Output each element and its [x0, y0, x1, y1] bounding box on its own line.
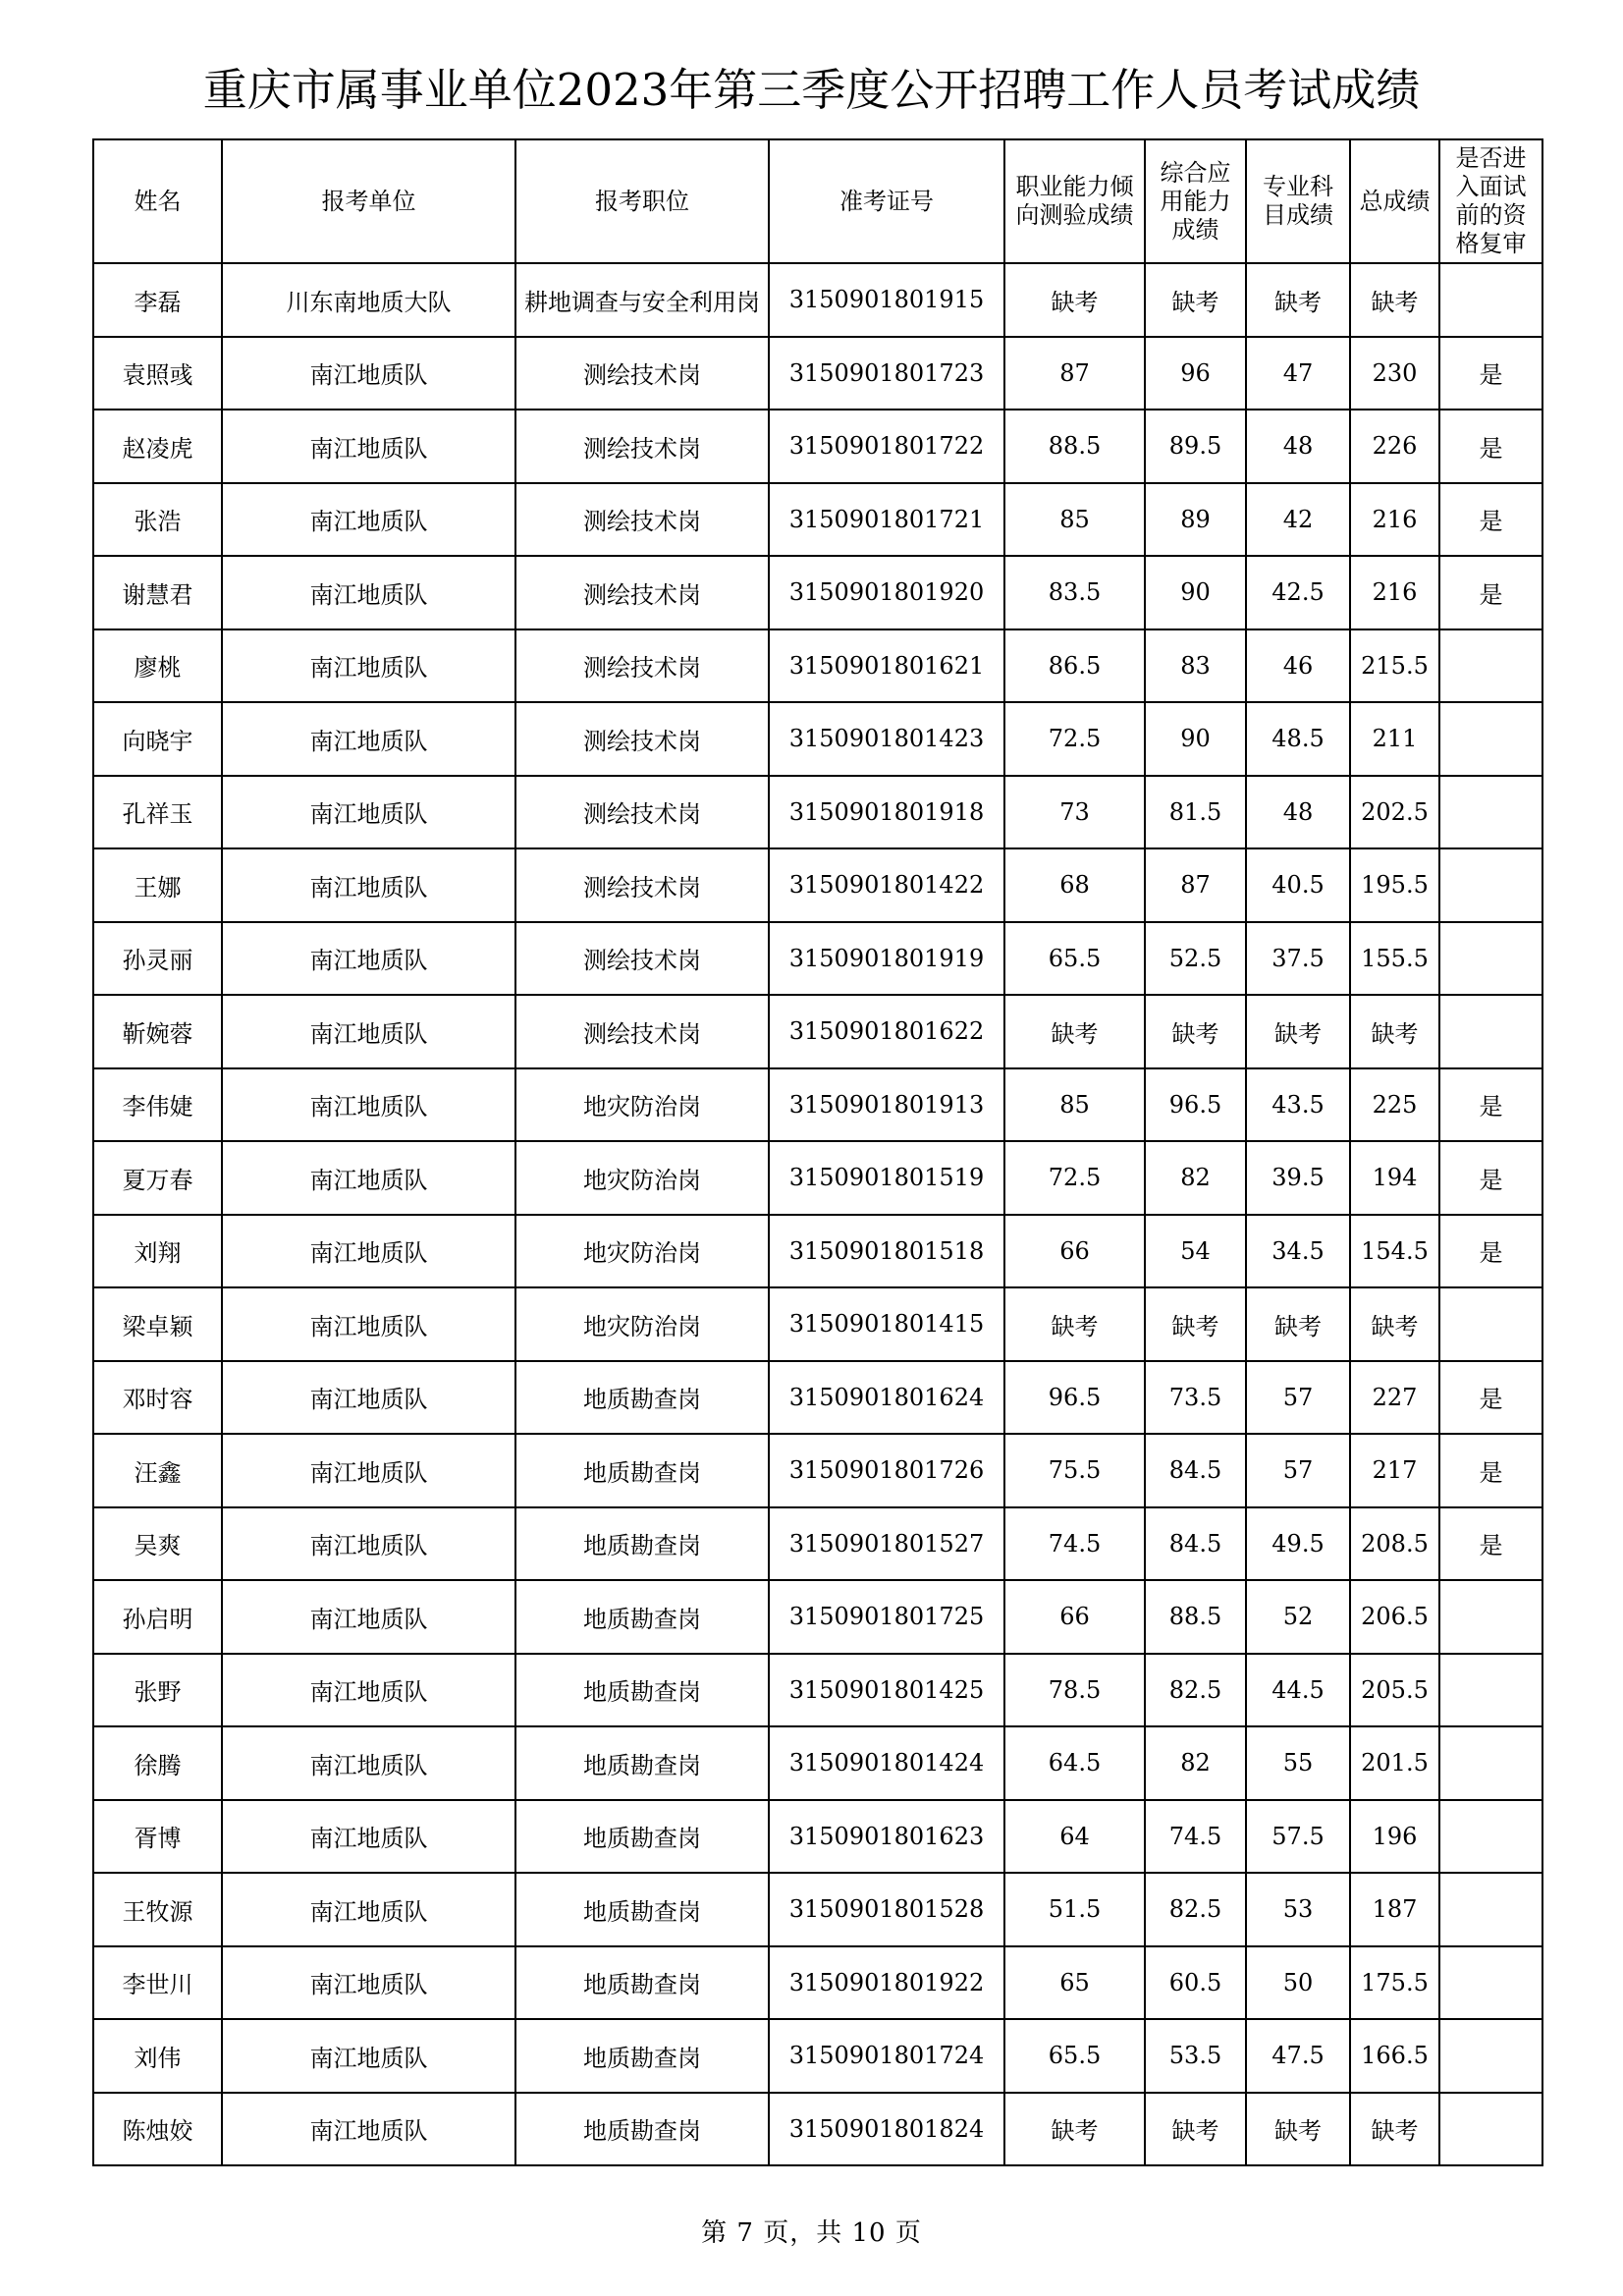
cell-position: 地质勘查岗	[515, 1654, 769, 1727]
table-row	[93, 2019, 1542, 2093]
table-row	[93, 1141, 1542, 1215]
cell-name: 赵凌虎	[93, 410, 222, 483]
cell-comprehensive: 缺考	[1145, 1287, 1246, 1361]
cell-comprehensive: 83	[1145, 629, 1246, 703]
cell-professional: 缺考	[1246, 995, 1350, 1068]
cell-position: 测绘技术岗	[515, 629, 769, 703]
cell-total: 211	[1350, 702, 1439, 776]
cell-position: 耕地调查与安全利用岗	[515, 263, 769, 337]
cell-ticket: 3150901801623	[769, 1800, 1004, 1874]
table-row	[93, 1434, 1542, 1507]
cell-position: 测绘技术岗	[515, 776, 769, 849]
cell-ticket: 3150901801528	[769, 1873, 1004, 1946]
cell-unit: 南江地质队	[222, 483, 515, 557]
cell-position: 地质勘查岗	[515, 1580, 769, 1654]
cell-total: 217	[1350, 1434, 1439, 1507]
cell-total: 155.5	[1350, 922, 1439, 996]
cell-ticket: 3150901801621	[769, 629, 1004, 703]
cell-unit: 南江地质队	[222, 995, 515, 1068]
cell-aptitude: 缺考	[1004, 2093, 1145, 2166]
table-row	[93, 2093, 1542, 2166]
cell-professional: 47	[1246, 337, 1350, 410]
table-row	[93, 848, 1542, 922]
cell-aptitude: 64	[1004, 1800, 1145, 1874]
cell-total: 194	[1350, 1141, 1439, 1215]
cell-total: 230	[1350, 337, 1439, 410]
header-professional-label: 专业科目成绩	[1263, 173, 1333, 229]
cell-qualified	[1439, 2093, 1542, 2166]
cell-unit: 南江地质队	[222, 1507, 515, 1581]
cell-total: 196	[1350, 1800, 1439, 1874]
cell-aptitude: 86.5	[1004, 629, 1145, 703]
cell-aptitude: 65	[1004, 1946, 1145, 2020]
table-row	[93, 922, 1542, 996]
cell-comprehensive: 52.5	[1145, 922, 1246, 996]
cell-aptitude: 66	[1004, 1580, 1145, 1654]
header-qualified-label: 是否进入面试前的资格复审	[1455, 144, 1527, 257]
cell-position: 地灾防治岗	[515, 1215, 769, 1288]
cell-ticket: 3150901801424	[769, 1726, 1004, 1800]
cell-professional: 42.5	[1246, 556, 1350, 629]
cell-name: 向晓宇	[93, 702, 222, 776]
cell-total: 216	[1350, 556, 1439, 629]
cell-position: 测绘技术岗	[515, 483, 769, 557]
cell-comprehensive: 82.5	[1145, 1873, 1246, 1946]
page-footer: 第 7 页，共 10 页	[701, 2218, 922, 2248]
cell-total: 缺考	[1350, 2093, 1439, 2166]
cell-professional: 55	[1246, 1726, 1350, 1800]
cell-professional: 缺考	[1246, 1287, 1350, 1361]
cell-aptitude: 缺考	[1004, 1287, 1145, 1361]
cell-position: 测绘技术岗	[515, 556, 769, 629]
cell-unit: 南江地质队	[222, 702, 515, 776]
cell-name: 袁照彧	[93, 337, 222, 410]
cell-aptitude: 75.5	[1004, 1434, 1145, 1507]
cell-position: 地质勘查岗	[515, 1800, 769, 1874]
cell-name: 刘伟	[93, 2019, 222, 2093]
cell-unit: 南江地质队	[222, 410, 515, 483]
cell-ticket: 3150901801425	[769, 1654, 1004, 1727]
cell-position: 测绘技术岗	[515, 922, 769, 996]
cell-total: 206.5	[1350, 1580, 1439, 1654]
cell-unit: 南江地质队	[222, 1434, 515, 1507]
cell-professional: 39.5	[1246, 1141, 1350, 1215]
cell-aptitude: 51.5	[1004, 1873, 1145, 1946]
cell-name: 李伟婕	[93, 1068, 222, 1142]
cell-professional: 缺考	[1246, 2093, 1350, 2166]
cell-name: 张浩	[93, 483, 222, 557]
cell-professional: 44.5	[1246, 1654, 1350, 1727]
cell-name: 徐腾	[93, 1726, 222, 1800]
cell-unit: 南江地质队	[222, 2019, 515, 2093]
cell-qualified: 是	[1439, 1141, 1542, 1215]
cell-aptitude: 64.5	[1004, 1726, 1145, 1800]
cell-name: 孙启明	[93, 1580, 222, 1654]
cell-comprehensive: 53.5	[1145, 2019, 1246, 2093]
table-header-row	[93, 139, 1542, 263]
cell-ticket: 3150901801919	[769, 922, 1004, 996]
cell-comprehensive: 82.5	[1145, 1654, 1246, 1727]
cell-ticket: 3150901801622	[769, 995, 1004, 1068]
cell-position: 地质勘查岗	[515, 1873, 769, 1946]
cell-comprehensive: 60.5	[1145, 1946, 1246, 2020]
cell-qualified	[1439, 848, 1542, 922]
cell-total: 187	[1350, 1873, 1439, 1946]
cell-comprehensive: 81.5	[1145, 776, 1246, 849]
cell-aptitude: 66	[1004, 1215, 1145, 1288]
cell-position: 测绘技术岗	[515, 702, 769, 776]
cell-qualified	[1439, 1873, 1542, 1946]
cell-name: 谢慧君	[93, 556, 222, 629]
cell-qualified	[1439, 1946, 1542, 2020]
cell-position: 地质勘查岗	[515, 1507, 769, 1581]
cell-total: 216	[1350, 483, 1439, 557]
cell-unit: 南江地质队	[222, 2093, 515, 2166]
cell-comprehensive: 90	[1145, 702, 1246, 776]
cell-ticket: 3150901801527	[769, 1507, 1004, 1581]
table-row	[93, 1068, 1542, 1142]
cell-total: 缺考	[1350, 263, 1439, 337]
cell-total: 227	[1350, 1361, 1439, 1435]
table-row	[93, 776, 1542, 849]
cell-qualified: 是	[1439, 483, 1542, 557]
cell-aptitude: 88.5	[1004, 410, 1145, 483]
cell-aptitude: 85	[1004, 483, 1145, 557]
cell-total: 154.5	[1350, 1215, 1439, 1288]
cell-professional: 57	[1246, 1434, 1350, 1507]
cell-position: 测绘技术岗	[515, 848, 769, 922]
cell-name: 陈烛姣	[93, 2093, 222, 2166]
cell-comprehensive: 84.5	[1145, 1434, 1246, 1507]
table-row	[93, 263, 1542, 337]
cell-comprehensive: 缺考	[1145, 995, 1246, 1068]
cell-unit: 南江地质队	[222, 922, 515, 996]
cell-qualified	[1439, 263, 1542, 337]
scores-table	[92, 138, 1543, 2166]
cell-unit: 南江地质队	[222, 337, 515, 410]
cell-qualified: 是	[1439, 410, 1542, 483]
cell-professional: 53	[1246, 1873, 1350, 1946]
cell-professional: 40.5	[1246, 848, 1350, 922]
table-row	[93, 483, 1542, 557]
cell-aptitude: 74.5	[1004, 1507, 1145, 1581]
cell-qualified	[1439, 1287, 1542, 1361]
table-row	[93, 702, 1542, 776]
cell-position: 测绘技术岗	[515, 410, 769, 483]
cell-qualified	[1439, 1726, 1542, 1800]
cell-ticket: 3150901801915	[769, 263, 1004, 337]
table-row	[93, 410, 1542, 483]
cell-professional: 47.5	[1246, 2019, 1350, 2093]
cell-aptitude: 87	[1004, 337, 1145, 410]
cell-name: 孔祥玉	[93, 776, 222, 849]
cell-professional: 缺考	[1246, 263, 1350, 337]
cell-total: 215.5	[1350, 629, 1439, 703]
cell-comprehensive: 96	[1145, 337, 1246, 410]
table-row	[93, 1507, 1542, 1581]
cell-comprehensive: 84.5	[1145, 1507, 1246, 1581]
table-row	[93, 1580, 1542, 1654]
cell-ticket: 3150901801824	[769, 2093, 1004, 2166]
cell-total: 175.5	[1350, 1946, 1439, 2020]
cell-professional: 48.5	[1246, 702, 1350, 776]
cell-total: 208.5	[1350, 1507, 1439, 1581]
cell-name: 王牧源	[93, 1873, 222, 1946]
cell-ticket: 3150901801726	[769, 1434, 1004, 1507]
cell-aptitude: 96.5	[1004, 1361, 1145, 1435]
cell-professional: 37.5	[1246, 922, 1350, 996]
cell-total: 226	[1350, 410, 1439, 483]
cell-name: 梁卓颖	[93, 1287, 222, 1361]
cell-professional: 48	[1246, 776, 1350, 849]
cell-ticket: 3150901801920	[769, 556, 1004, 629]
cell-ticket: 3150901801913	[769, 1068, 1004, 1142]
header-professional	[1246, 139, 1350, 263]
cell-total: 201.5	[1350, 1726, 1439, 1800]
cell-comprehensive: 90	[1145, 556, 1246, 629]
cell-ticket: 3150901801723	[769, 337, 1004, 410]
cell-qualified: 是	[1439, 556, 1542, 629]
cell-comprehensive: 74.5	[1145, 1800, 1246, 1874]
header-aptitude-label: 职业能力倾向测验成绩	[1015, 173, 1134, 229]
cell-comprehensive: 54	[1145, 1215, 1246, 1288]
cell-ticket: 3150901801624	[769, 1361, 1004, 1435]
cell-ticket: 3150901801415	[769, 1287, 1004, 1361]
cell-aptitude: 65.5	[1004, 922, 1145, 996]
table-row	[93, 1215, 1542, 1288]
cell-name: 夏万春	[93, 1141, 222, 1215]
cell-ticket: 3150901801423	[769, 702, 1004, 776]
cell-name: 廖桃	[93, 629, 222, 703]
cell-aptitude: 72.5	[1004, 702, 1145, 776]
cell-unit: 南江地质队	[222, 1873, 515, 1946]
cell-total: 195.5	[1350, 848, 1439, 922]
cell-aptitude: 68	[1004, 848, 1145, 922]
cell-name: 张野	[93, 1654, 222, 1727]
cell-ticket: 3150901801518	[769, 1215, 1004, 1288]
cell-total: 202.5	[1350, 776, 1439, 849]
cell-comprehensive: 82	[1145, 1141, 1246, 1215]
cell-professional: 57	[1246, 1361, 1350, 1435]
cell-comprehensive: 89.5	[1145, 410, 1246, 483]
cell-professional: 43.5	[1246, 1068, 1350, 1142]
cell-qualified: 是	[1439, 1068, 1542, 1142]
cell-aptitude: 65.5	[1004, 2019, 1145, 2093]
cell-qualified: 是	[1439, 1507, 1542, 1581]
table-row	[93, 1946, 1542, 2020]
cell-qualified	[1439, 629, 1542, 703]
cell-unit: 南江地质队	[222, 1946, 515, 2020]
cell-ticket: 3150901801422	[769, 848, 1004, 922]
cell-position: 地质勘查岗	[515, 1946, 769, 2020]
cell-unit: 南江地质队	[222, 1580, 515, 1654]
cell-unit: 南江地质队	[222, 848, 515, 922]
cell-total: 166.5	[1350, 2019, 1439, 2093]
cell-aptitude: 73	[1004, 776, 1145, 849]
cell-aptitude: 78.5	[1004, 1654, 1145, 1727]
cell-ticket: 3150901801722	[769, 410, 1004, 483]
cell-aptitude: 83.5	[1004, 556, 1145, 629]
cell-position: 地质勘查岗	[515, 1361, 769, 1435]
cell-position: 地灾防治岗	[515, 1068, 769, 1142]
cell-name: 王娜	[93, 848, 222, 922]
cell-unit: 南江地质队	[222, 556, 515, 629]
cell-position: 地质勘查岗	[515, 2093, 769, 2166]
cell-ticket: 3150901801519	[769, 1141, 1004, 1215]
cell-name: 吴爽	[93, 1507, 222, 1581]
cell-unit: 南江地质队	[222, 629, 515, 703]
cell-qualified	[1439, 776, 1542, 849]
cell-name: 李磊	[93, 263, 222, 337]
cell-name: 孙灵丽	[93, 922, 222, 996]
cell-unit: 南江地质队	[222, 776, 515, 849]
cell-aptitude: 85	[1004, 1068, 1145, 1142]
cell-qualified	[1439, 2019, 1542, 2093]
cell-professional: 46	[1246, 629, 1350, 703]
cell-ticket: 3150901801724	[769, 2019, 1004, 2093]
cell-comprehensive: 82	[1145, 1726, 1246, 1800]
table-row	[93, 1287, 1542, 1361]
cell-qualified: 是	[1439, 1215, 1542, 1288]
table-row	[93, 556, 1542, 629]
cell-total: 205.5	[1350, 1654, 1439, 1727]
table-row	[93, 1654, 1542, 1727]
cell-unit: 南江地质队	[222, 1800, 515, 1874]
table-row	[93, 1800, 1542, 1874]
header-comprehensive-label: 综合应用能力成绩	[1160, 158, 1231, 244]
cell-position: 地灾防治岗	[515, 1141, 769, 1215]
cell-qualified: 是	[1439, 1434, 1542, 1507]
cell-comprehensive: 缺考	[1145, 263, 1246, 337]
cell-professional: 57.5	[1246, 1800, 1350, 1874]
cell-professional: 50	[1246, 1946, 1350, 2020]
header-total: 总成绩	[1350, 139, 1439, 263]
cell-professional: 42	[1246, 483, 1350, 557]
cell-ticket: 3150901801721	[769, 483, 1004, 557]
cell-professional: 34.5	[1246, 1215, 1350, 1288]
cell-name: 李世川	[93, 1946, 222, 2020]
cell-aptitude: 缺考	[1004, 263, 1145, 337]
cell-ticket: 3150901801918	[769, 776, 1004, 849]
cell-position: 测绘技术岗	[515, 337, 769, 410]
cell-comprehensive: 96.5	[1145, 1068, 1246, 1142]
cell-position: 地灾防治岗	[515, 1287, 769, 1361]
cell-unit: 南江地质队	[222, 1215, 515, 1288]
table-row	[93, 1361, 1542, 1435]
cell-position: 地质勘查岗	[515, 1726, 769, 1800]
header-ticket: 准考证号	[769, 139, 1004, 263]
cell-name: 靳婉蓉	[93, 995, 222, 1068]
header-name: 姓名	[93, 139, 222, 263]
cell-unit: 南江地质队	[222, 1726, 515, 1800]
header-position: 报考职位	[515, 139, 769, 263]
cell-qualified	[1439, 1654, 1542, 1727]
cell-name: 刘翔	[93, 1215, 222, 1288]
table-body	[93, 263, 1542, 2165]
cell-unit: 南江地质队	[222, 1141, 515, 1215]
cell-position: 地质勘查岗	[515, 1434, 769, 1507]
cell-name: 汪鑫	[93, 1434, 222, 1507]
table-row	[93, 337, 1542, 410]
cell-comprehensive: 87	[1145, 848, 1246, 922]
cell-qualified	[1439, 702, 1542, 776]
cell-total: 225	[1350, 1068, 1439, 1142]
cell-qualified	[1439, 1580, 1542, 1654]
cell-total: 缺考	[1350, 1287, 1439, 1361]
header-unit: 报考单位	[222, 139, 515, 263]
cell-name: 邓时容	[93, 1361, 222, 1435]
table-row	[93, 629, 1542, 703]
header-comprehensive	[1145, 139, 1246, 263]
cell-position: 地质勘查岗	[515, 2019, 769, 2093]
cell-ticket: 3150901801922	[769, 1946, 1004, 2020]
table-row	[93, 1726, 1542, 1800]
cell-comprehensive: 88.5	[1145, 1580, 1246, 1654]
cell-total: 缺考	[1350, 995, 1439, 1068]
cell-position: 测绘技术岗	[515, 995, 769, 1068]
cell-comprehensive: 89	[1145, 483, 1246, 557]
cell-aptitude: 72.5	[1004, 1141, 1145, 1215]
header-aptitude	[1004, 139, 1145, 263]
cell-comprehensive: 缺考	[1145, 2093, 1246, 2166]
cell-unit: 南江地质队	[222, 1654, 515, 1727]
cell-aptitude: 缺考	[1004, 995, 1145, 1068]
cell-qualified	[1439, 922, 1542, 996]
cell-ticket: 3150901801725	[769, 1580, 1004, 1654]
header-qualified	[1439, 139, 1542, 263]
cell-unit: 南江地质队	[222, 1068, 515, 1142]
cell-qualified	[1439, 1800, 1542, 1874]
cell-professional: 49.5	[1246, 1507, 1350, 1581]
cell-unit: 川东南地质大队	[222, 263, 515, 337]
cell-qualified: 是	[1439, 1361, 1542, 1435]
table-row	[93, 995, 1542, 1068]
cell-qualified: 是	[1439, 337, 1542, 410]
cell-unit: 南江地质队	[222, 1287, 515, 1361]
cell-professional: 48	[1246, 410, 1350, 483]
page-title: 重庆市属事业单位2023年第三季度公开招聘工作人员考试成绩	[202, 64, 1421, 116]
cell-qualified	[1439, 995, 1542, 1068]
cell-professional: 52	[1246, 1580, 1350, 1654]
cell-comprehensive: 73.5	[1145, 1361, 1246, 1435]
cell-name: 胥博	[93, 1800, 222, 1874]
table-row	[93, 1873, 1542, 1946]
cell-unit: 南江地质队	[222, 1361, 515, 1435]
